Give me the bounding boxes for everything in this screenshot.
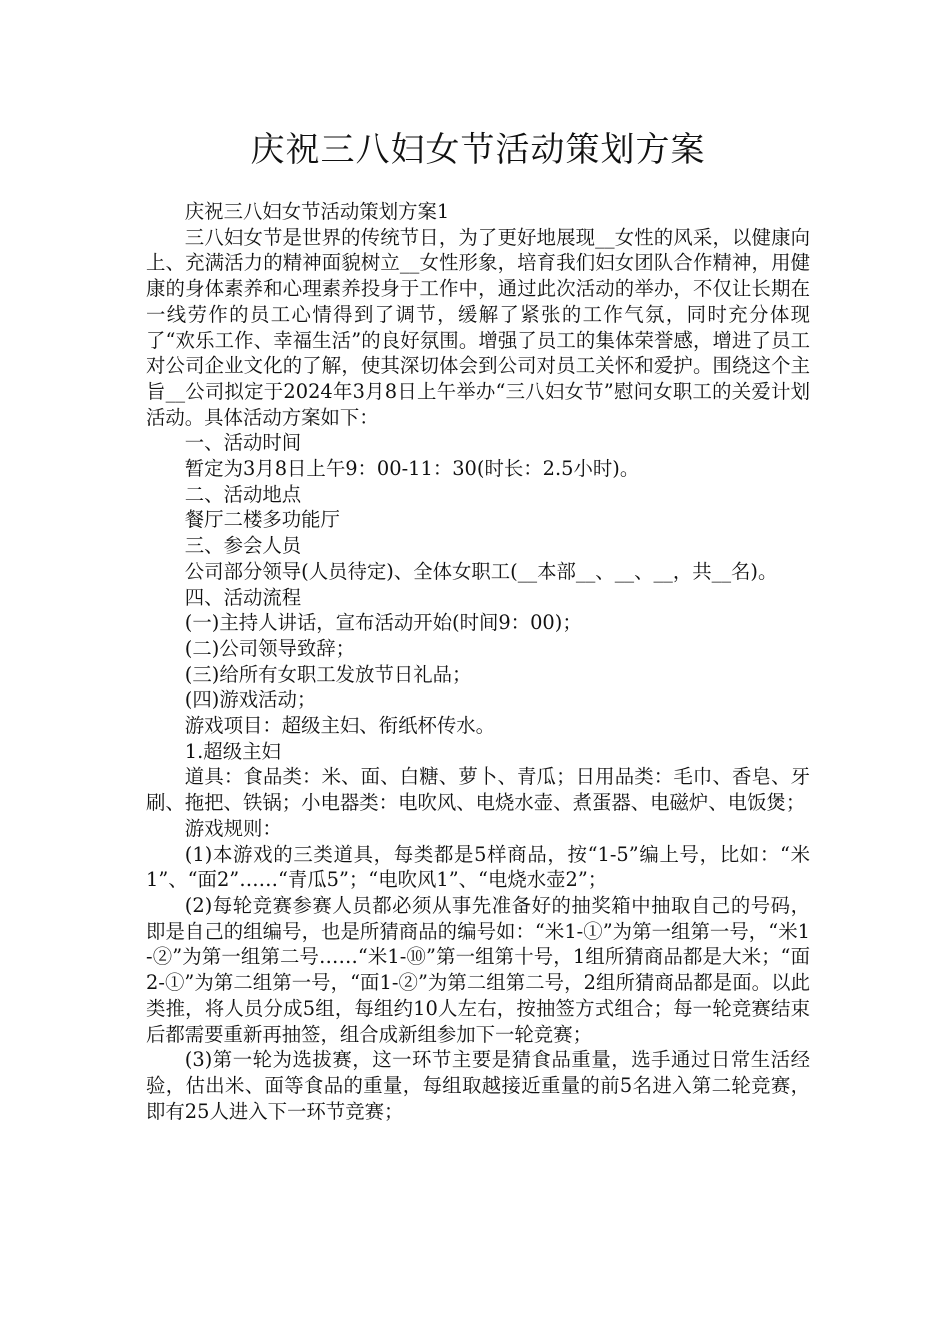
paragraph-game-1-heading: 1.超级主妇 (184, 739, 281, 763)
section-heading-time: 一、活动时间 (184, 431, 302, 455)
paragraph-rule-1: (1)本游戏的三类道具，每类都是5样商品，按“1-5”编上号，比如：“米1”、“面2”……“青瓜5”；“电吹风1”、“电烧水壶2”； (146, 842, 810, 892)
paragraph-game-items: 游戏项目：超级主妇、衔纸杯传水。 (184, 714, 496, 738)
paragraph-rules-heading: 游戏规则： (184, 816, 282, 840)
document-title: 庆祝三八妇女节活动策划方案 (250, 130, 706, 170)
paragraph-intro: 三八妇女节是世界的传统节日，为了更好地展现__女性的风采，以健康向上、充满活力的精神面貌树立__女性形象，培育我们妇女团队合作精神，用健康的身体素养和心理素养投身于工作中，通过此次活动的举办，不仅让长期在一线劳作的员工心情得到了调节，缓解了紧张的工作气氛，同时充分体现了“欢乐工作、幸福生活”的良好氛围。增强了员工的集体荣誉感，增进了员工对公司企业文化的了解，使其深切体会到公司对员工关怀和爱护。围绕这个主旨__公司拟定于2024年3月8日上午举办“三八妇女节”慰问女职工的关爱计划活动。具体活动方案如下： (146, 225, 810, 429)
paragraph-props: 道具：食品类：米、面、白糖、萝卜、青瓜；日用品类：毛巾、香皂、牙刷、拖把、铁锅；小电器类：电吹风、电烧水壶、煮蛋器、电磁炉、电饭煲； (146, 765, 810, 815)
paragraph-participants: 公司部分领导(人员待定)、全体女职工(__本部__、__、__，共__名)。 (184, 559, 778, 583)
paragraph-time: 暂定为3月8日上午9：00-11：30(时长：2.5小时)。 (184, 457, 640, 481)
section-heading-participants: 三、参会人员 (184, 534, 302, 558)
section-heading-location: 二、活动地点 (184, 482, 302, 506)
paragraph-rule-3: (3)第一轮为选拔赛，这一环节主要是猜食品重量，选手通过日常生活经验，估出米、面等食品的重量，每组取越接近重量的前5名进入第二轮竞赛，即有25人进入下一环节竞赛； (146, 1048, 810, 1123)
paragraph-rule-2: (2)每轮竞赛参赛人员都必须从事先准备好的抽奖箱中抽取自己的号码，即是自己的组编号，也是所猜商品的编号如：“米1-①”为第一组第一号，“米1-②”为第一组第二号……“米1-⑩”第一组第十号，1组所猜商品都是大米；“面2-①”为第二组第一号，“面1-②”为第二组第二号，2组所猜商品都是面。以此类推，将人员分成5组，每组约10人左右，按抽签方式组合；每一轮竞赛结束后都需要重新再抽签，组合成新组参加下一轮竞赛； (146, 893, 810, 1046)
paragraph-process-3: (三)给所有女职工发放节日礼品； (184, 662, 472, 686)
paragraph-process-4: (四)游戏活动； (184, 688, 317, 712)
paragraph-location: 餐厅二楼多功能厅 (184, 508, 340, 532)
document-body (146, 199, 810, 1124)
paragraph-process-1: (一)主持人讲话，宣布活动开始(时间9：00)； (184, 611, 582, 635)
paragraph-process-2: (二)公司领导致辞； (184, 636, 356, 660)
paragraph-subtitle: 庆祝三八妇女节活动策划方案1 (184, 200, 450, 223)
section-heading-process: 四、活动流程 (184, 585, 302, 609)
